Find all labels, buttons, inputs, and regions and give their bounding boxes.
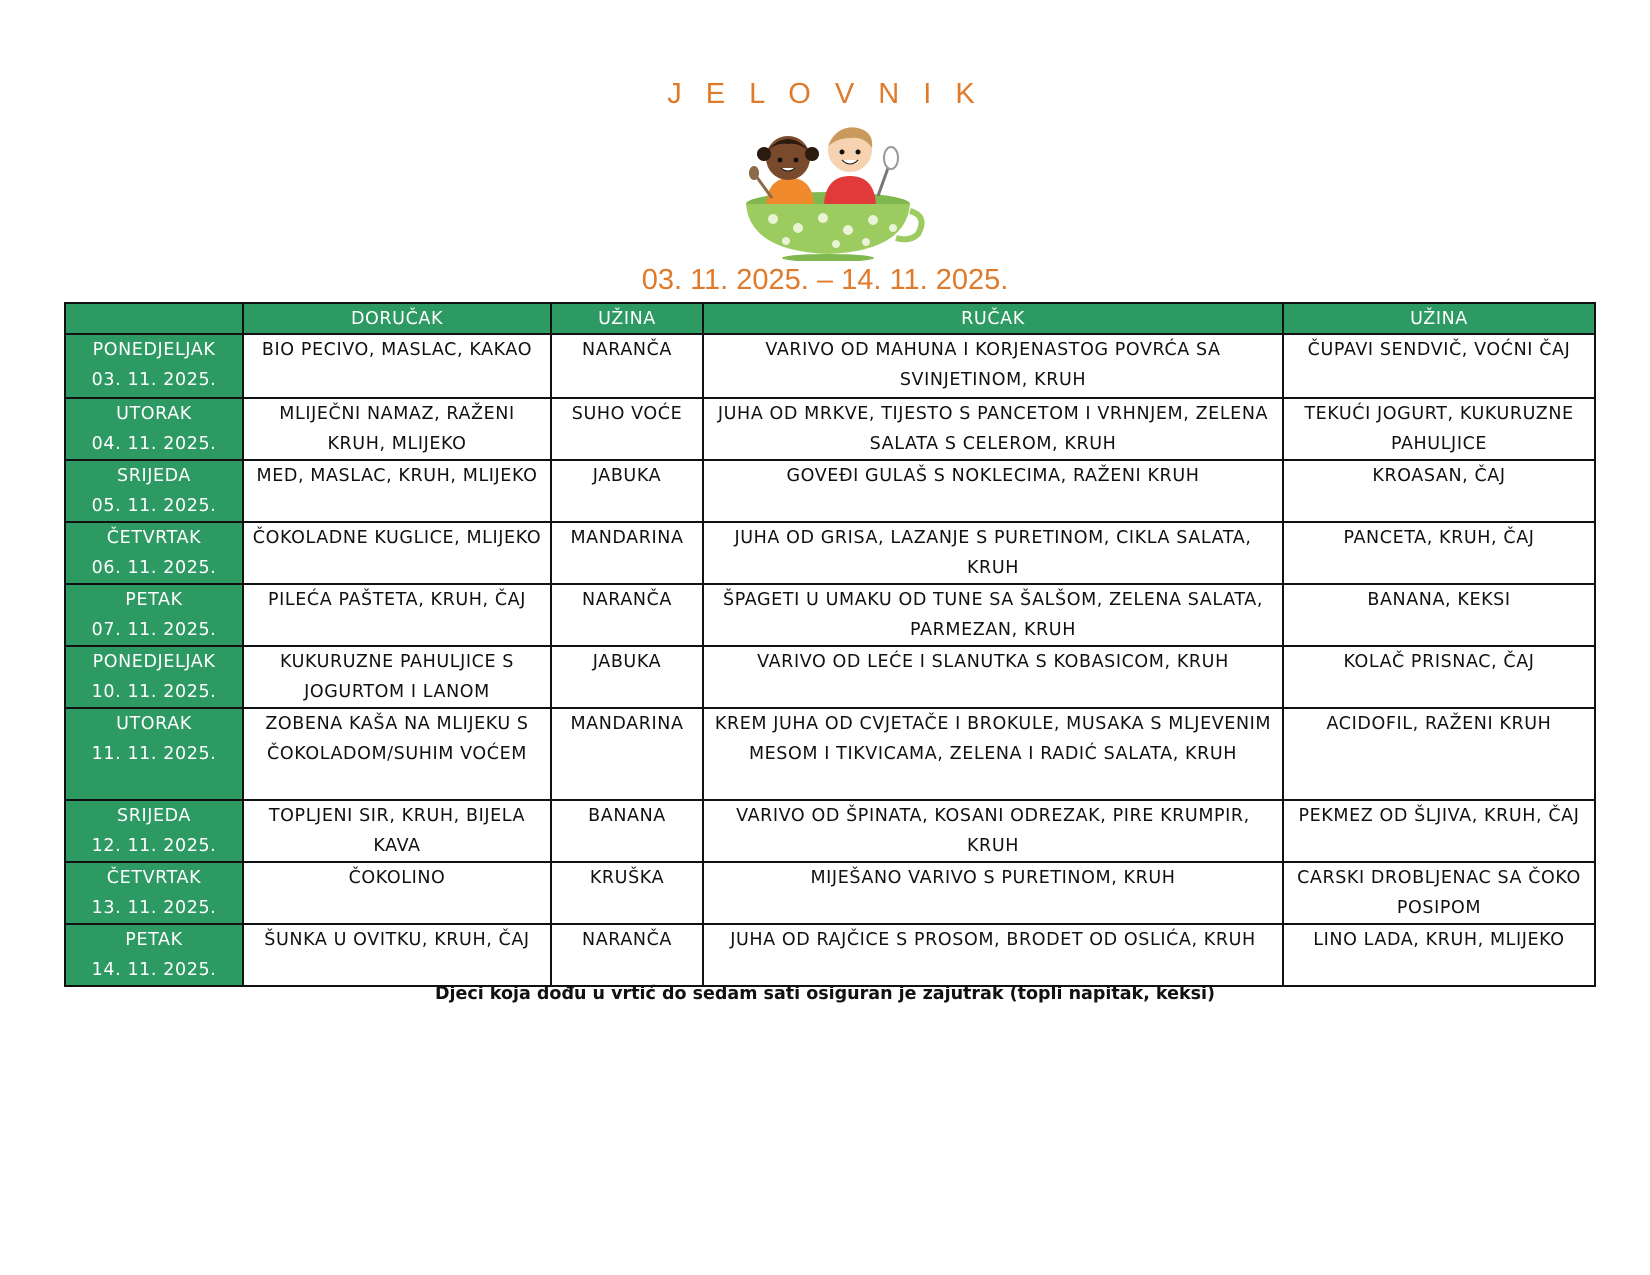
header-day bbox=[65, 303, 243, 334]
uzina-1-cell: JABUKA bbox=[551, 646, 703, 708]
uzina-2-cell: PANCETA, KRUH, ČAJ bbox=[1283, 522, 1595, 584]
day-date: 11. 11. 2025. bbox=[91, 744, 217, 764]
dorucak-cell: ČOKOLINO bbox=[243, 862, 551, 924]
date-range: 03. 11. 2025. – 14. 11. 2025. bbox=[641, 264, 1009, 296]
table-row bbox=[65, 862, 1595, 924]
rucak-cell: GOVEĐI GULAŠ S NOKLECIMA, RAŽENI KRUH bbox=[703, 460, 1283, 522]
day-date: 13. 11. 2025. bbox=[91, 898, 217, 918]
dorucak-cell: BIO PECIVO, MASLAC, KAKAO bbox=[243, 334, 551, 398]
day-cell bbox=[65, 862, 243, 924]
rucak-cell: JUHA OD RAJČICE S PROSOM, BRODET OD OSLIĆA, KRUH bbox=[703, 924, 1283, 986]
dorucak-cell: ŠUNKA U OVITKU, KRUH, ČAJ bbox=[243, 924, 551, 986]
day-date: 07. 11. 2025. bbox=[91, 620, 217, 640]
uzina-2-cell: ACIDOFIL, RAŽENI KRUH bbox=[1283, 708, 1595, 800]
uzina-2-cell: TEKUĆI JOGURT, KUKURUZNE PAHULJICE bbox=[1283, 398, 1595, 460]
uzina-1-cell: KRUŠKA bbox=[551, 862, 703, 924]
dorucak-cell: MED, MASLAC, KRUH, MLIJEKO bbox=[243, 460, 551, 522]
header-uzina-1: UŽINA bbox=[551, 303, 703, 334]
rucak-cell: VARIVO OD MAHUNA I KORJENASTOG POVRĆA SA SVINJETINOM, KRUH bbox=[703, 334, 1283, 398]
uzina-1-cell: JABUKA bbox=[551, 460, 703, 522]
table-row bbox=[65, 398, 1595, 460]
day-cell bbox=[65, 460, 243, 522]
kids-in-cup-illustration bbox=[728, 116, 928, 261]
dorucak-cell: TOPLJENI SIR, KRUH, BIJELA KAVA bbox=[243, 800, 551, 862]
rucak-cell: JUHA OD GRISA, LAZANJE S PURETINOM, CIKLA SALATA, KRUH bbox=[703, 522, 1283, 584]
rucak-cell: JUHA OD MRKVE, TIJESTO S PANCETOM I VRHNJEM, ZELENA SALATA S CELEROM, KRUH bbox=[703, 398, 1283, 460]
rucak-cell: ŠPAGETI U UMAKU OD TUNE SA ŠALŠOM, ZELENA SALATA, PARMEZAN, KRUH bbox=[703, 584, 1283, 646]
day-date: 14. 11. 2025. bbox=[91, 960, 217, 980]
uzina-1-cell: MANDARINA bbox=[551, 708, 703, 800]
dorucak-cell: MLIJEČNI NAMAZ, RAŽENI KRUH, MLIJEKO bbox=[243, 398, 551, 460]
day-date: 06. 11. 2025. bbox=[91, 558, 217, 578]
header-row bbox=[65, 303, 1595, 334]
dorucak-cell: PILEĆA PAŠTETA, KRUH, ČAJ bbox=[243, 584, 551, 646]
header-rucak: RUČAK bbox=[703, 303, 1283, 334]
uzina-2-cell: KOLAČ PRISNAC, ČAJ bbox=[1283, 646, 1595, 708]
rucak-cell: VARIVO OD ŠPINATA, KOSANI ODREZAK, PIRE KRUMPIR, KRUH bbox=[703, 800, 1283, 862]
day-date: 04. 11. 2025. bbox=[91, 434, 217, 454]
day-name: SRIJEDA bbox=[117, 806, 191, 826]
day-name: UTORAK bbox=[116, 404, 192, 424]
table-row bbox=[65, 646, 1595, 708]
day-name: PONEDJELJAK bbox=[92, 652, 216, 672]
day-date: 05. 11. 2025. bbox=[91, 496, 217, 516]
header-dorucak: DORUČAK bbox=[243, 303, 551, 334]
uzina-1-cell: MANDARINA bbox=[551, 522, 703, 584]
day-name: ČETVRTAK bbox=[106, 528, 202, 548]
table-row bbox=[65, 800, 1595, 862]
uzina-2-cell: PEKMEZ OD ŠLJIVA, KRUH, ČAJ bbox=[1283, 800, 1595, 862]
uzina-2-cell: CARSKI DROBLJENAC SA ČOKO POSIPOM bbox=[1283, 862, 1595, 924]
footnote: Djeci koja dođu u vrtić do sedam sati osiguran je zajutrak (topli napitak, keksi) bbox=[434, 984, 1216, 1004]
day-cell bbox=[65, 584, 243, 646]
menu-table bbox=[64, 302, 1596, 987]
uzina-2-cell: ČUPAVI SENDVIČ, VOĆNI ČAJ bbox=[1283, 334, 1595, 398]
uzina-2-cell: BANANA, KEKSI bbox=[1283, 584, 1595, 646]
uzina-1-cell: BANANA bbox=[551, 800, 703, 862]
day-name: PETAK bbox=[125, 930, 183, 950]
day-name: ČETVRTAK bbox=[106, 868, 202, 888]
day-cell bbox=[65, 522, 243, 584]
dorucak-cell: KUKURUZNE PAHULJICE S JOGURTOM I LANOM bbox=[243, 646, 551, 708]
day-name: PONEDJELJAK bbox=[92, 340, 216, 360]
uzina-1-cell: SUHO VOĆE bbox=[551, 398, 703, 460]
day-cell bbox=[65, 646, 243, 708]
menu-title: J E L O V N I K bbox=[667, 78, 983, 110]
uzina-2-cell: KROASAN, ČAJ bbox=[1283, 460, 1595, 522]
day-cell bbox=[65, 398, 243, 460]
day-cell bbox=[65, 708, 243, 800]
rucak-cell: VARIVO OD LEĆE I SLANUTKA S KOBASICOM, KRUH bbox=[703, 646, 1283, 708]
dorucak-cell: ČOKOLADNE KUGLICE, MLIJEKO bbox=[243, 522, 551, 584]
uzina-2-cell: LINO LADA, KRUH, MLIJEKO bbox=[1283, 924, 1595, 986]
rucak-cell: KREM JUHA OD CVJETAČE I BROKULE, MUSAKA S MLJEVENIM MESOM I TIKVICAMA, ZELENA I RADIĆ SALATA, KRUH bbox=[703, 708, 1283, 800]
header-uzina-2: UŽINA bbox=[1283, 303, 1595, 334]
table-row bbox=[65, 460, 1595, 522]
uzina-1-cell: NARANČA bbox=[551, 334, 703, 398]
uzina-1-cell: NARANČA bbox=[551, 584, 703, 646]
day-date: 03. 11. 2025. bbox=[91, 370, 217, 390]
day-cell bbox=[65, 800, 243, 862]
table-row bbox=[65, 708, 1595, 800]
day-name: PETAK bbox=[125, 590, 183, 610]
day-date: 10. 11. 2025. bbox=[91, 682, 217, 702]
day-date: 12. 11. 2025. bbox=[91, 836, 217, 856]
table-row bbox=[65, 584, 1595, 646]
day-cell bbox=[65, 334, 243, 398]
table-row bbox=[65, 334, 1595, 398]
day-name: UTORAK bbox=[116, 714, 192, 734]
table-row bbox=[65, 924, 1595, 986]
day-cell bbox=[65, 924, 243, 986]
dorucak-cell: ZOBENA KAŠA NA MLIJEKU S ČOKOLADOM/SUHIM VOĆEM bbox=[243, 708, 551, 800]
day-name: SRIJEDA bbox=[117, 466, 191, 486]
rucak-cell: MIJEŠANO VARIVO S PURETINOM, KRUH bbox=[703, 862, 1283, 924]
table-row bbox=[65, 522, 1595, 584]
uzina-1-cell: NARANČA bbox=[551, 924, 703, 986]
